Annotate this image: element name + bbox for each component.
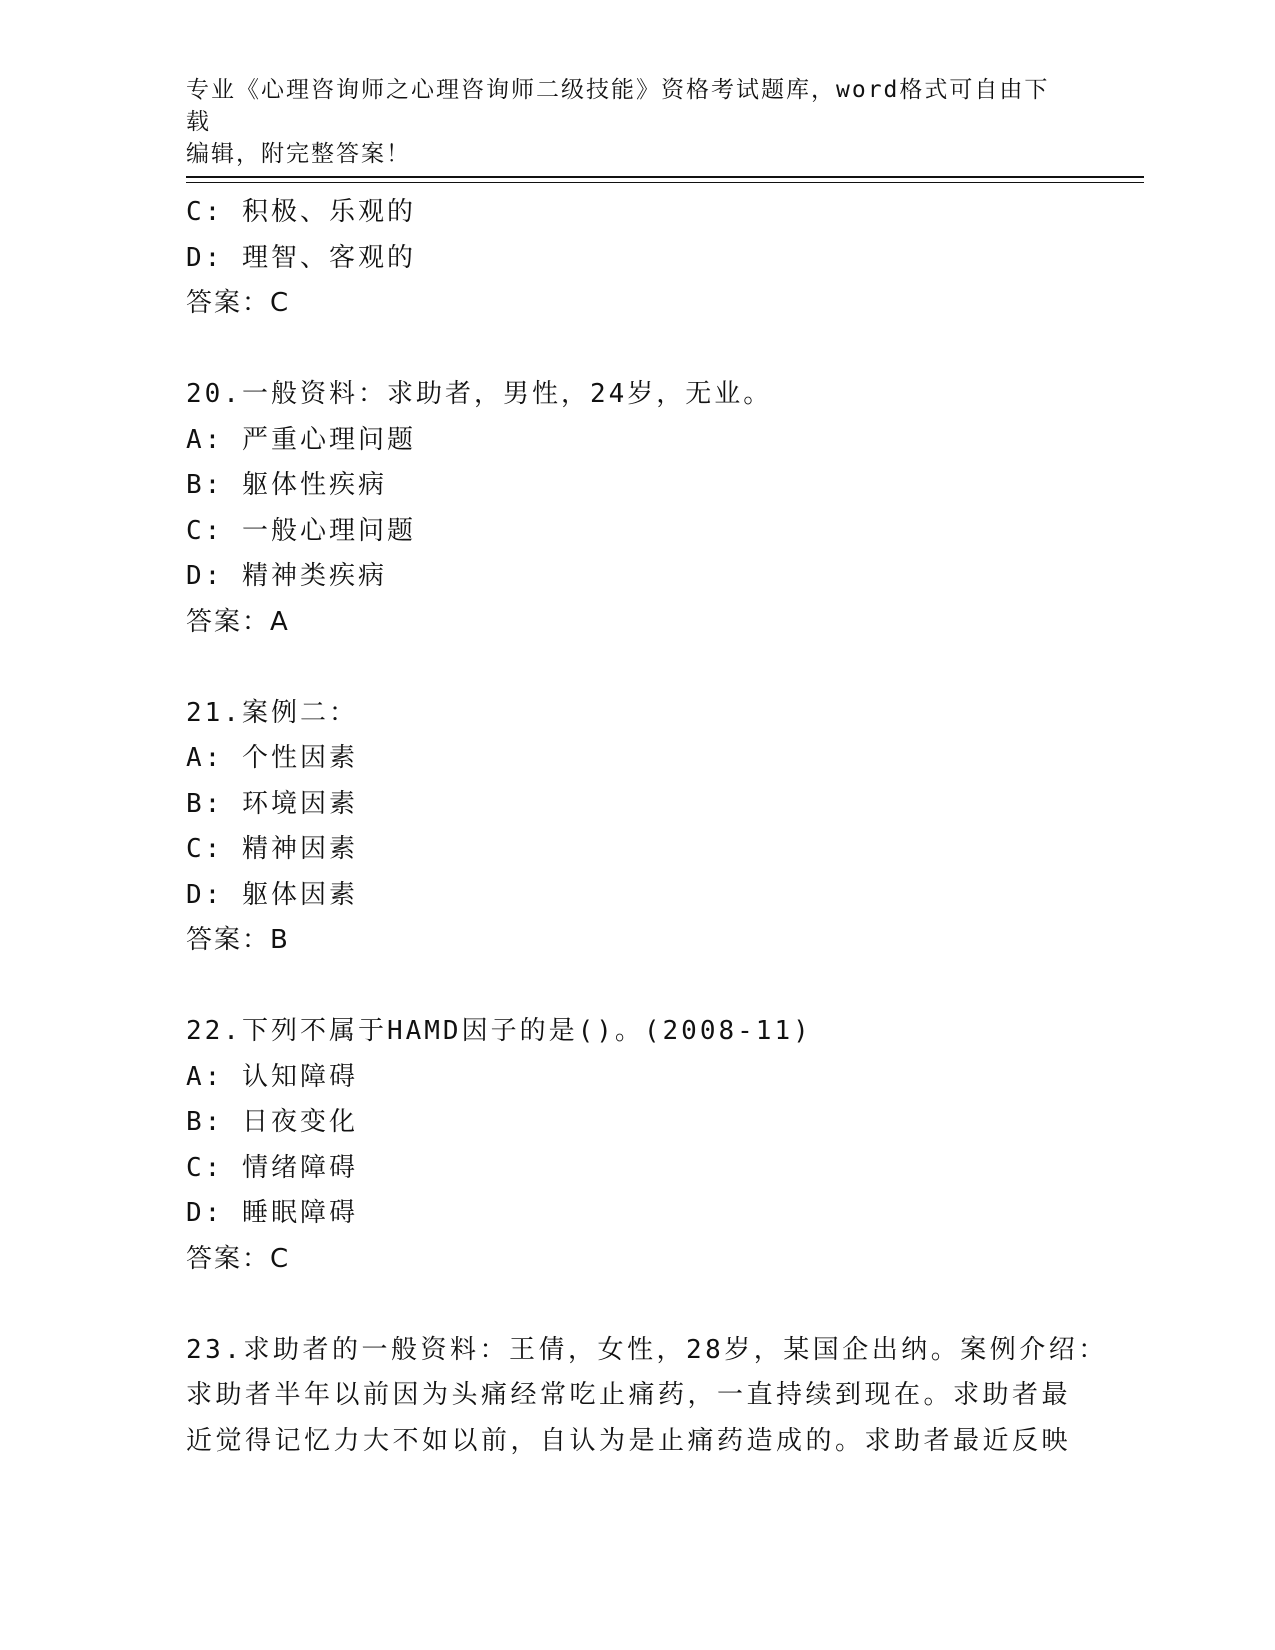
option-a (186, 1055, 1086, 1101)
option-label: C: (186, 1152, 224, 1183)
option-label: C: (186, 834, 224, 864)
option-text: 精神类疾病 (241, 561, 387, 591)
option-label: D: (186, 879, 224, 910)
header-divider-thick (186, 176, 1144, 178)
option-text: 精神因素 (241, 834, 358, 864)
answer-line: 答案：B (186, 925, 290, 955)
answer-line: 答案：A (186, 606, 290, 637)
question-stem: 22.下列不属于HAMD因子的是()。(2008-11) (186, 1016, 812, 1046)
option-a (186, 736, 1086, 782)
option-text: 一般心理问题 (241, 515, 416, 546)
option-text: 严重心理问题 (241, 424, 416, 455)
question-22 (186, 1009, 1086, 1282)
option-a (186, 418, 1086, 464)
option-b (186, 463, 1086, 509)
question-stem: 20.一般资料：求助者，男性，24岁，无业。 (186, 379, 773, 409)
spacer (186, 645, 1086, 691)
option-c (186, 509, 1086, 555)
option-d (186, 1191, 1086, 1237)
option-label: A: (186, 1061, 224, 1092)
option-text: 睡眠障碍 (241, 1198, 358, 1228)
option-label: D: (186, 1198, 224, 1228)
spacer (186, 1282, 1086, 1328)
question-stem-line-2: 求助者半年以前因为头痛经常吃止痛药，一直持续到现在。求助者最 (186, 1380, 1072, 1410)
option-c (186, 827, 1086, 873)
option-text: 积极、乐观的 (241, 197, 416, 227)
option-label: A: (186, 424, 224, 455)
question-21 (186, 691, 1086, 964)
option-label: B: (186, 788, 224, 819)
answer-line: 答案：C (186, 1243, 291, 1274)
header-line-1: 专业《心理咨询师之心理咨询师二级技能》资格考试题库，word格式可自由下载 (186, 77, 1050, 135)
option-text: 躯体因素 (241, 879, 358, 910)
document-header (186, 74, 1066, 170)
option-text: 个性因素 (241, 743, 358, 773)
question-19-tail (186, 190, 1086, 327)
option-label: C: (186, 197, 224, 227)
option-text: 躯体性疾病 (241, 470, 387, 500)
header-line-2: 编辑，附完整答案！ (186, 141, 411, 167)
option-d (186, 554, 1086, 600)
question-20 (186, 372, 1086, 645)
option-label: B: (186, 470, 224, 500)
option-text: 理智、客观的 (241, 242, 416, 273)
option-d (186, 236, 1086, 282)
option-b (186, 1100, 1086, 1146)
option-c (186, 1146, 1086, 1192)
option-b (186, 782, 1086, 828)
header-divider-thin (186, 182, 1144, 183)
spacer (186, 964, 1086, 1010)
option-c (186, 190, 1086, 236)
option-label: D: (186, 561, 224, 591)
option-text: 认知障碍 (241, 1061, 358, 1092)
option-label: D: (186, 242, 224, 273)
question-23 (186, 1328, 1108, 1465)
answer-line: 答案：C (186, 288, 291, 318)
option-text: 情绪障碍 (241, 1152, 358, 1183)
question-stem-line-1: 23.求助者的一般资料：王倩，女性，28岁，某国企出纳。案例介绍： (186, 1334, 1108, 1365)
question-list (186, 190, 1108, 1464)
question-stem: 21.案例二： (186, 697, 358, 728)
option-text: 日夜变化 (241, 1107, 358, 1137)
option-text: 环境因素 (241, 788, 358, 819)
option-label: A: (186, 743, 224, 773)
question-stem-line-3: 近觉得记忆力大不如以前，自认为是止痛药造成的。求助者最近反映 (186, 1425, 1072, 1456)
spacer (186, 327, 1086, 373)
option-label: B: (186, 1107, 224, 1137)
option-label: C: (186, 515, 224, 546)
option-d (186, 873, 1086, 919)
